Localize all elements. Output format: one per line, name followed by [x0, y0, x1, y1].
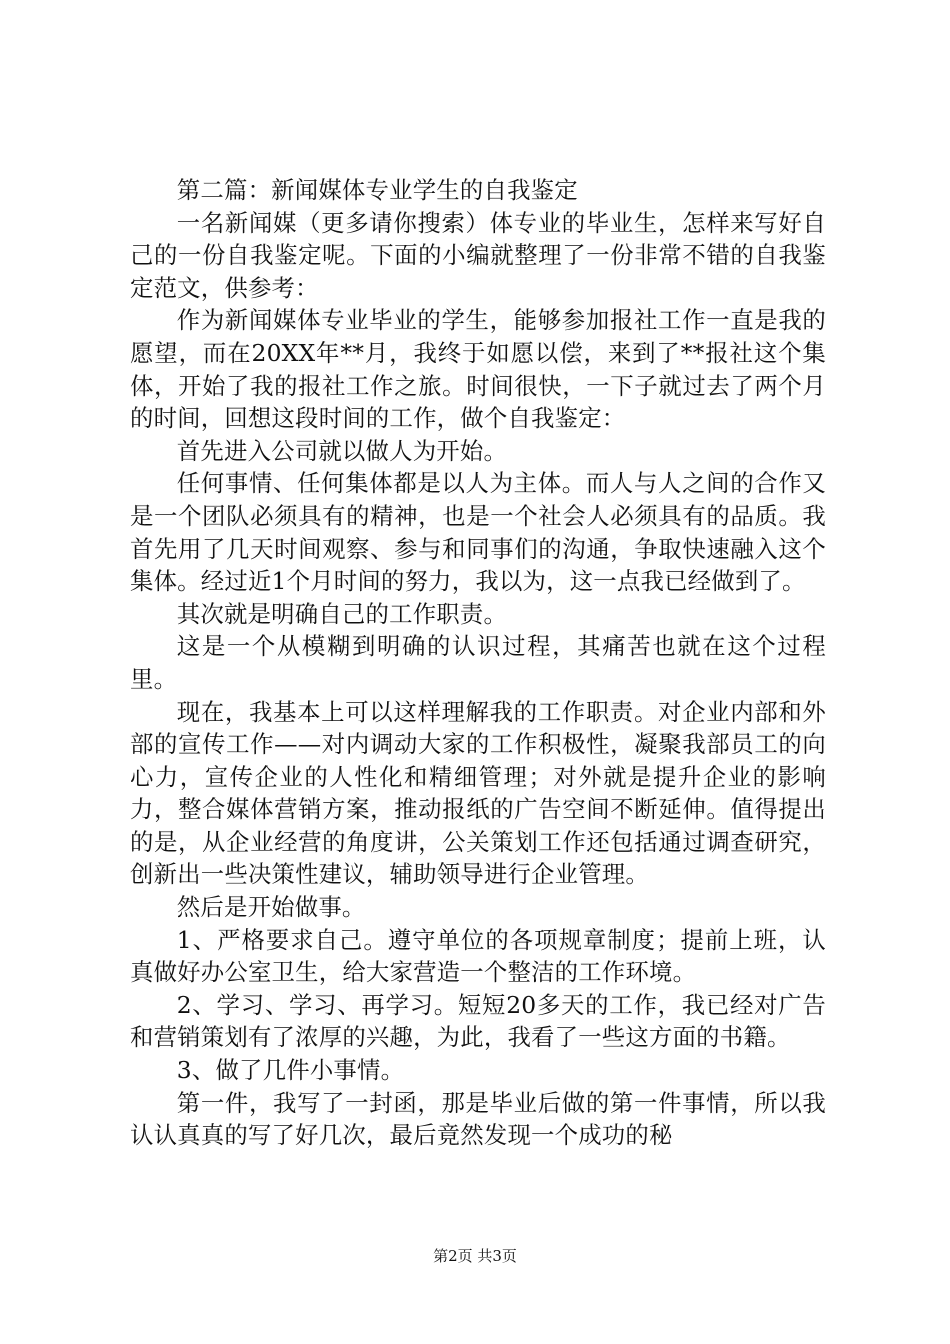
paragraph-item-3: 3、做了几件小事情。	[176, 1056, 405, 1085]
paragraph-item-2: 2、学习、学习、再学习。短短20多天的工作，我已经对广告和营销策划有了浓厚的兴趣，为此，我看了一些这方面的书籍。	[130, 990, 826, 1052]
document-body	[130, 174, 826, 1152]
paragraph-point-2-heading: 其次就是明确自己的工作职责。	[176, 599, 508, 628]
page-number: 第2页 共3页	[433, 1247, 517, 1265]
paragraph-intro: 一名新闻媒（更多请你搜索）体专业的毕业生，怎样来写好自己的一份自我鉴定呢。下面的小编就整理了一份非常不错的自我鉴定范文，供参考：	[130, 208, 826, 302]
paragraph-point-1-body: 任何事情、任何集体都是以人为主体。而人与人之间的合作又是一个团队必须具有的精神，也是一个社会人必须具有的品质。我首先用了几天时间观察、参与和同事们的沟通，争取快速融入这个集体。经过近1个月时间的努力，我以为，这一点我已经做到了。	[130, 469, 826, 596]
document-title: 第二篇：新闻媒体专业学生的自我鉴定	[176, 176, 578, 204]
paragraph-first-task: 第一件，我写了一封函，那是毕业后做的第一件事情，所以我认认真真的写了好几次，最后竟然发现一个成功的秘	[130, 1088, 826, 1150]
paragraph-background: 作为新闻媒体专业毕业的学生，能够参加报社工作一直是我的愿望，而在20XX年**月，我终于如愿以偿，来到了**报社这个集体，开始了我的报社工作之旅。时间很快，一下子就过去了两个月的时间，回想这段时间的工作，做个自我鉴定：	[130, 306, 826, 433]
paragraph-duties: 现在，我基本上可以这样理解我的工作职责。对企业内部和外部的宣传工作——对内调动大家的工作积极性，凝聚我部员工的向心力，宣传企业的人性化和精细管理；对外就是提升企业的影响力，整合媒体营销方案，推动报纸的广告空间不断延伸。值得提出的是，从企业经营的角度讲，公关策划工作还包括通过调查研究，创新出一些决策性建议，辅助领导进行企业管理。	[130, 697, 826, 889]
paragraph-item-1: 1、严格要求自己。遵守单位的各项规章制度；提前上班，认真做好办公室卫生，给大家营造一个整洁的工作环境。	[130, 925, 826, 987]
paragraph-point-3-heading: 然后是开始做事。	[176, 893, 366, 922]
paragraph-point-2-body: 这是一个从模糊到明确的认识过程，其痛苦也就在这个过程里。	[130, 632, 826, 693]
paragraph-point-1-heading: 首先进入公司就以做人为开始。	[176, 436, 508, 465]
